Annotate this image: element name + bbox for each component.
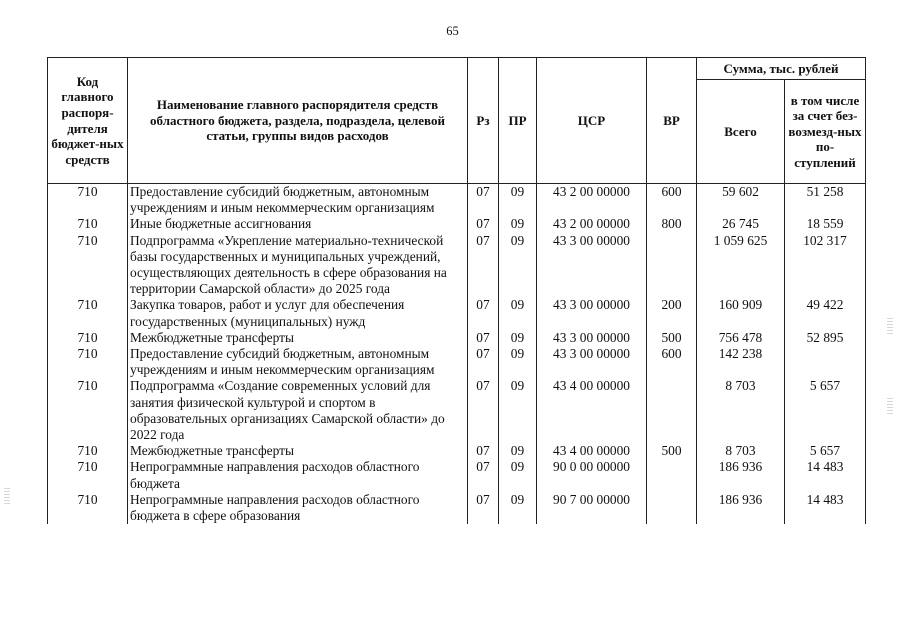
cell-free: 51 258: [785, 184, 866, 217]
cell-free: 14 483: [785, 459, 866, 491]
scan-mark: [887, 398, 893, 414]
cell-rz: 07: [468, 184, 499, 217]
cell-pr: 09: [499, 297, 537, 329]
cell-code: 710: [48, 346, 128, 378]
cell-name: Непрограммные направления расходов областного бюджета в сфере образования: [128, 492, 468, 524]
cell-pr: 09: [499, 216, 537, 232]
cell-csr: 43 2 00 00000: [537, 216, 647, 232]
cell-free: 102 317: [785, 233, 866, 298]
cell-pr: 09: [499, 346, 537, 378]
header-free: в том числе за счет без-возмезд-ных по-ступлений: [785, 80, 866, 184]
cell-code: 710: [48, 216, 128, 232]
cell-csr: 43 3 00 00000: [537, 330, 647, 346]
table-header: [48, 58, 866, 184]
cell-vr: 500: [647, 330, 697, 346]
table-row: [48, 184, 866, 217]
cell-name: Подпрограмма «Укрепление материально-технической базы государственных и муниципальных учреждений, осуществляющих деятельность в сфере образования на территории Самарской области» до 2025 года: [128, 233, 468, 298]
cell-free: [785, 346, 866, 378]
cell-pr: 09: [499, 378, 537, 443]
table-body: [48, 184, 866, 525]
cell-name: Межбюджетные трансферты: [128, 443, 468, 459]
cell-vr: [647, 378, 697, 443]
table-row: [48, 297, 866, 329]
cell-rz: 07: [468, 233, 499, 298]
header-pr: ПР: [499, 58, 537, 184]
cell-code: 710: [48, 184, 128, 217]
cell-total: 1 059 625: [697, 233, 785, 298]
header-code: Код главного распоря-дителя бюджет-ных средств: [48, 58, 128, 184]
table-row: [48, 443, 866, 459]
cell-csr: 43 3 00 00000: [537, 346, 647, 378]
header-total: Всего: [697, 80, 785, 184]
header-vr: ВР: [647, 58, 697, 184]
cell-code: 710: [48, 459, 128, 491]
cell-total: 186 936: [697, 459, 785, 491]
cell-rz: 07: [468, 346, 499, 378]
cell-rz: 07: [468, 459, 499, 491]
cell-free: 52 895: [785, 330, 866, 346]
cell-total: 8 703: [697, 443, 785, 459]
cell-name: Предоставление субсидий бюджетным, автономным учреждениям и иным некоммерческим организациям: [128, 184, 468, 217]
cell-csr: 43 3 00 00000: [537, 297, 647, 329]
cell-name: Закупка товаров, работ и услуг для обеспечения государственных (муниципальных) нужд: [128, 297, 468, 329]
cell-name: Предоставление субсидий бюджетным, автономным учреждениям и иным некоммерческим организациям: [128, 346, 468, 378]
cell-pr: 09: [499, 233, 537, 298]
cell-code: 710: [48, 330, 128, 346]
cell-total: 756 478: [697, 330, 785, 346]
table-row: [48, 330, 866, 346]
cell-total: 186 936: [697, 492, 785, 524]
cell-csr: 90 0 00 00000: [537, 459, 647, 491]
table-row: [48, 216, 866, 232]
cell-pr: 09: [499, 492, 537, 524]
page-number: 65: [446, 24, 459, 38]
cell-rz: 07: [468, 216, 499, 232]
cell-rz: 07: [468, 297, 499, 329]
scan-mark: [4, 488, 10, 504]
cell-vr: [647, 459, 697, 491]
table-row: [48, 378, 866, 443]
cell-name: Подпрограмма «Создание современных условий для занятия физической культурой и спортом в образовательных организациях Самарской области» до 2022 года: [128, 378, 468, 443]
cell-code: 710: [48, 492, 128, 524]
cell-total: 142 238: [697, 346, 785, 378]
cell-vr: [647, 492, 697, 524]
cell-rz: 07: [468, 492, 499, 524]
cell-name: Межбюджетные трансферты: [128, 330, 468, 346]
table-row: [48, 459, 866, 491]
cell-free: 18 559: [785, 216, 866, 232]
cell-vr: 600: [647, 184, 697, 217]
cell-rz: 07: [468, 330, 499, 346]
cell-total: 160 909: [697, 297, 785, 329]
header-name: Наименование главного распорядителя средств областного бюджета, раздела, подраздела, целевой статьи, группы видов расходов: [128, 58, 468, 184]
scan-mark: [887, 318, 893, 334]
table-row: [48, 492, 866, 524]
cell-vr: 800: [647, 216, 697, 232]
cell-pr: 09: [499, 184, 537, 217]
header-sum: Сумма, тыс. рублей: [697, 58, 866, 80]
cell-vr: 500: [647, 443, 697, 459]
cell-name: Непрограммные направления расходов областного бюджета: [128, 459, 468, 491]
table-row: [48, 233, 866, 298]
cell-name: Иные бюджетные ассигнования: [128, 216, 468, 232]
cell-free: 49 422: [785, 297, 866, 329]
header-csr: ЦСР: [537, 58, 647, 184]
cell-rz: 07: [468, 378, 499, 443]
cell-total: 59 602: [697, 184, 785, 217]
cell-vr: [647, 233, 697, 298]
cell-code: 710: [48, 233, 128, 298]
cell-csr: 43 3 00 00000: [537, 233, 647, 298]
cell-vr: 200: [647, 297, 697, 329]
cell-csr: 90 7 00 00000: [537, 492, 647, 524]
cell-vr: 600: [647, 346, 697, 378]
cell-pr: 09: [499, 330, 537, 346]
cell-csr: 43 2 00 00000: [537, 184, 647, 217]
cell-rz: 07: [468, 443, 499, 459]
cell-free: 14 483: [785, 492, 866, 524]
cell-total: 8 703: [697, 378, 785, 443]
budget-table: [47, 57, 866, 524]
header-rz: Рз: [468, 58, 499, 184]
cell-pr: 09: [499, 443, 537, 459]
cell-csr: 43 4 00 00000: [537, 378, 647, 443]
cell-total: 26 745: [697, 216, 785, 232]
cell-pr: 09: [499, 459, 537, 491]
cell-code: 710: [48, 443, 128, 459]
cell-csr: 43 4 00 00000: [537, 443, 647, 459]
cell-code: 710: [48, 378, 128, 443]
cell-code: 710: [48, 297, 128, 329]
cell-free: 5 657: [785, 378, 866, 443]
cell-free: 5 657: [785, 443, 866, 459]
table-row: [48, 346, 866, 378]
